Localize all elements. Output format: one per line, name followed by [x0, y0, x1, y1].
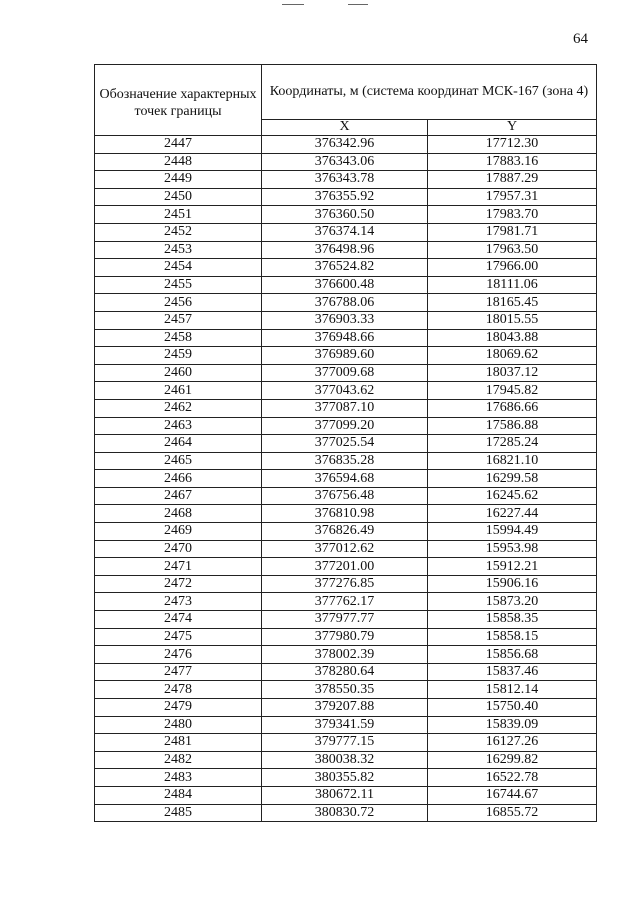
x-coordinate-cell: 377099.20	[262, 417, 428, 435]
point-id-cell: 2454	[95, 259, 262, 277]
x-coordinate-cell: 376343.06	[262, 153, 428, 171]
x-coordinate-cell: 378002.39	[262, 646, 428, 664]
x-coordinate-cell: 377977.77	[262, 611, 428, 629]
y-coordinate-cell: 17887.29	[428, 171, 597, 189]
x-coordinate-cell: 376810.98	[262, 505, 428, 523]
y-coordinate-cell: 17686.66	[428, 399, 597, 417]
point-id-cell: 2448	[95, 153, 262, 171]
x-coordinate-cell: 378280.64	[262, 663, 428, 681]
table-row	[95, 136, 597, 154]
y-coordinate-cell: 17957.31	[428, 188, 597, 206]
point-id-cell: 2473	[95, 593, 262, 611]
y-coordinate-cell: 15873.20	[428, 593, 597, 611]
point-id-cell: 2461	[95, 382, 262, 400]
y-column-header: Y	[428, 119, 597, 135]
table-row	[95, 558, 597, 576]
table-row	[95, 417, 597, 435]
x-coordinate-cell: 376600.48	[262, 276, 428, 294]
y-coordinate-cell: 17966.00	[428, 259, 597, 277]
y-coordinate-cell: 17586.88	[428, 417, 597, 435]
point-id-cell: 2477	[95, 663, 262, 681]
table-row	[95, 611, 597, 629]
y-coordinate-cell: 17945.82	[428, 382, 597, 400]
point-id-cell: 2455	[95, 276, 262, 294]
table-row	[95, 663, 597, 681]
point-id-cell: 2470	[95, 540, 262, 558]
table-row	[95, 171, 597, 189]
x-coordinate-cell: 376903.33	[262, 311, 428, 329]
x-coordinate-cell: 376756.48	[262, 487, 428, 505]
point-id-cell: 2452	[95, 223, 262, 241]
point-id-cell: 2475	[95, 628, 262, 646]
y-coordinate-cell: 17712.30	[428, 136, 597, 154]
point-id-cell: 2469	[95, 523, 262, 541]
x-coordinate-cell: 380830.72	[262, 804, 428, 822]
y-coordinate-cell: 18165.45	[428, 294, 597, 312]
point-id-cell: 2468	[95, 505, 262, 523]
point-id-cell: 2467	[95, 487, 262, 505]
table-row	[95, 769, 597, 787]
table-row	[95, 786, 597, 804]
table-row	[95, 347, 597, 365]
y-coordinate-cell: 18037.12	[428, 364, 597, 382]
x-coordinate-cell: 380672.11	[262, 786, 428, 804]
y-coordinate-cell: 16245.62	[428, 487, 597, 505]
point-designation-header: Обозначение характерных точек границы	[95, 65, 262, 136]
table-row	[95, 716, 597, 734]
point-id-cell: 2483	[95, 769, 262, 787]
table-row	[95, 188, 597, 206]
x-coordinate-cell: 377043.62	[262, 382, 428, 400]
y-coordinate-cell: 16127.26	[428, 734, 597, 752]
y-coordinate-cell: 15858.35	[428, 611, 597, 629]
y-coordinate-cell: 15856.68	[428, 646, 597, 664]
table-row	[95, 540, 597, 558]
x-coordinate-cell: 377276.85	[262, 575, 428, 593]
x-coordinate-cell: 376343.78	[262, 171, 428, 189]
x-coordinate-cell: 376360.50	[262, 206, 428, 224]
point-id-cell: 2478	[95, 681, 262, 699]
y-coordinate-cell: 17883.16	[428, 153, 597, 171]
x-coordinate-cell: 376524.82	[262, 259, 428, 277]
point-id-cell: 2459	[95, 347, 262, 365]
point-id-cell: 2482	[95, 751, 262, 769]
x-coordinate-cell: 379777.15	[262, 734, 428, 752]
x-coordinate-cell: 379207.88	[262, 699, 428, 717]
y-coordinate-cell: 16855.72	[428, 804, 597, 822]
y-coordinate-cell: 15812.14	[428, 681, 597, 699]
point-id-cell: 2462	[95, 399, 262, 417]
y-coordinate-cell: 17981.71	[428, 223, 597, 241]
page-number: 64	[573, 31, 588, 47]
table-row	[95, 329, 597, 347]
x-coordinate-cell: 376835.28	[262, 452, 428, 470]
y-coordinate-cell: 16522.78	[428, 769, 597, 787]
table-row	[95, 452, 597, 470]
x-coordinate-cell: 377201.00	[262, 558, 428, 576]
x-coordinate-cell: 378550.35	[262, 681, 428, 699]
y-coordinate-cell: 15906.16	[428, 575, 597, 593]
table-row	[95, 276, 597, 294]
table-row	[95, 153, 597, 171]
y-coordinate-cell: 18043.88	[428, 329, 597, 347]
x-coordinate-cell: 377012.62	[262, 540, 428, 558]
table-row	[95, 206, 597, 224]
point-id-cell: 2479	[95, 699, 262, 717]
table-row	[95, 470, 597, 488]
x-coordinate-cell: 379341.59	[262, 716, 428, 734]
point-id-cell: 2463	[95, 417, 262, 435]
coordinates-header: Координаты, м (система координат МСК-167 (зона 4)	[262, 65, 597, 120]
table-row	[95, 751, 597, 769]
point-id-cell: 2451	[95, 206, 262, 224]
x-coordinate-cell: 377980.79	[262, 628, 428, 646]
x-coordinate-cell: 376594.68	[262, 470, 428, 488]
point-id-cell: 2456	[95, 294, 262, 312]
table-row	[95, 699, 597, 717]
y-coordinate-cell: 18015.55	[428, 311, 597, 329]
point-id-cell: 2465	[95, 452, 262, 470]
point-id-cell: 2480	[95, 716, 262, 734]
y-coordinate-cell: 15953.98	[428, 540, 597, 558]
point-id-cell: 2450	[95, 188, 262, 206]
table-row	[95, 804, 597, 822]
y-coordinate-cell: 15839.09	[428, 716, 597, 734]
x-coordinate-cell: 377009.68	[262, 364, 428, 382]
y-coordinate-cell: 16227.44	[428, 505, 597, 523]
y-coordinate-cell: 16744.67	[428, 786, 597, 804]
x-coordinate-cell: 376788.06	[262, 294, 428, 312]
scan-artifact-line	[348, 4, 368, 5]
table-row	[95, 382, 597, 400]
y-coordinate-cell: 18111.06	[428, 276, 597, 294]
x-coordinate-cell: 376989.60	[262, 347, 428, 365]
point-id-cell: 2453	[95, 241, 262, 259]
point-id-cell: 2472	[95, 575, 262, 593]
table-row	[95, 575, 597, 593]
table-row	[95, 505, 597, 523]
y-coordinate-cell: 15750.40	[428, 699, 597, 717]
point-id-cell: 2466	[95, 470, 262, 488]
table-row	[95, 487, 597, 505]
point-id-cell: 2474	[95, 611, 262, 629]
y-coordinate-cell: 16299.82	[428, 751, 597, 769]
x-coordinate-cell: 377087.10	[262, 399, 428, 417]
x-coordinate-cell: 380038.32	[262, 751, 428, 769]
y-coordinate-cell: 18069.62	[428, 347, 597, 365]
y-coordinate-cell: 17285.24	[428, 435, 597, 453]
point-id-cell: 2458	[95, 329, 262, 347]
y-coordinate-cell: 15912.21	[428, 558, 597, 576]
x-coordinate-cell: 376374.14	[262, 223, 428, 241]
x-coordinate-cell: 377025.54	[262, 435, 428, 453]
y-coordinate-cell: 15994.49	[428, 523, 597, 541]
table-row	[95, 628, 597, 646]
x-coordinate-cell: 376355.92	[262, 188, 428, 206]
y-coordinate-cell: 15837.46	[428, 663, 597, 681]
point-id-cell: 2449	[95, 171, 262, 189]
table-row	[95, 364, 597, 382]
x-coordinate-cell: 377762.17	[262, 593, 428, 611]
point-id-cell: 2481	[95, 734, 262, 752]
y-coordinate-cell: 16821.10	[428, 452, 597, 470]
coordinates-table	[94, 64, 597, 822]
point-id-cell: 2484	[95, 786, 262, 804]
table-row	[95, 646, 597, 664]
point-id-cell: 2457	[95, 311, 262, 329]
x-column-header: X	[262, 119, 428, 135]
table-row	[95, 259, 597, 277]
point-id-cell: 2460	[95, 364, 262, 382]
x-coordinate-cell: 376342.96	[262, 136, 428, 154]
x-coordinate-cell: 380355.82	[262, 769, 428, 787]
point-id-cell: 2471	[95, 558, 262, 576]
table-row	[95, 681, 597, 699]
table-row	[95, 311, 597, 329]
table-row	[95, 294, 597, 312]
x-coordinate-cell: 376498.96	[262, 241, 428, 259]
table-row	[95, 523, 597, 541]
point-id-cell: 2464	[95, 435, 262, 453]
table-body	[95, 136, 597, 822]
table-row	[95, 399, 597, 417]
table-row	[95, 223, 597, 241]
y-coordinate-cell: 16299.58	[428, 470, 597, 488]
table-row	[95, 734, 597, 752]
point-id-cell: 2476	[95, 646, 262, 664]
x-coordinate-cell: 376948.66	[262, 329, 428, 347]
point-id-cell: 2485	[95, 804, 262, 822]
point-id-cell: 2447	[95, 136, 262, 154]
table-row	[95, 593, 597, 611]
y-coordinate-cell: 17983.70	[428, 206, 597, 224]
scan-artifact-line	[282, 4, 304, 5]
x-coordinate-cell: 376826.49	[262, 523, 428, 541]
y-coordinate-cell: 15858.15	[428, 628, 597, 646]
table-row	[95, 241, 597, 259]
y-coordinate-cell: 17963.50	[428, 241, 597, 259]
table-row	[95, 435, 597, 453]
